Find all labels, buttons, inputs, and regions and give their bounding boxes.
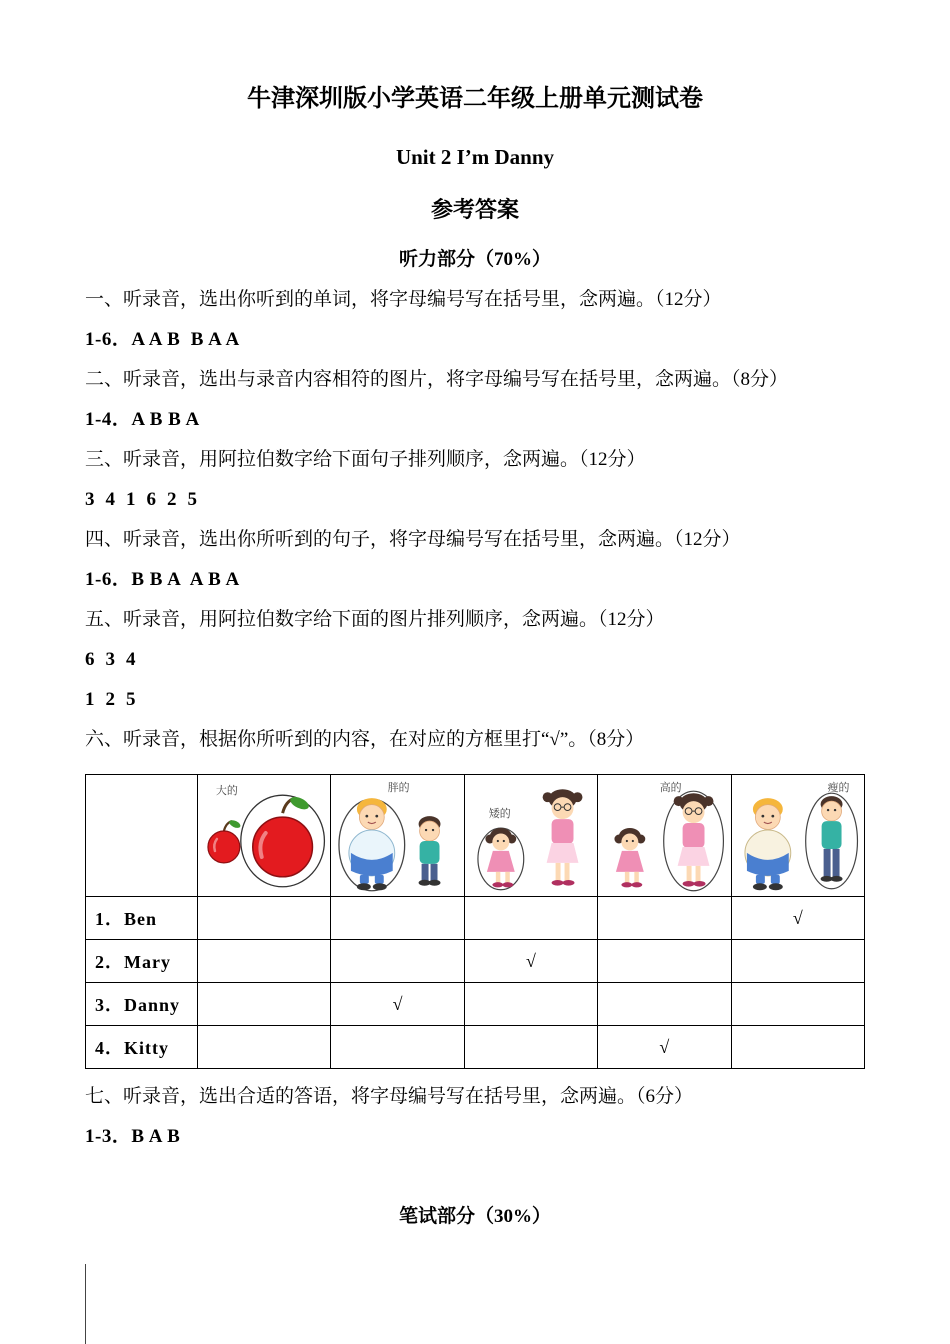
question-4: 四、听录音，选出你所听到的句子，将字母编号写在括号里，念两遍。（12分） [85,529,741,550]
check-cell [731,940,864,983]
fat-boy-image [331,778,463,894]
short-girl-image [465,778,597,894]
check-cell: √ [464,940,597,983]
question-6: 六、听录音，根据你所听到的内容，在对应的方框里打“√”。（8分） [85,729,645,750]
col-thin-cell [731,775,864,897]
label-big: 大的 [215,784,238,797]
answer-7: 1-3．B A B [85,1126,181,1147]
answer-4: 1-6．B B A A B A [85,569,240,590]
label-short: 矮的 [488,807,511,820]
check-cell [331,897,464,940]
label-thin: 瘦的 [827,781,850,794]
row-label: 1．Ben [86,897,198,940]
thin-boy-image [732,778,864,894]
check-cell: √ [598,1026,731,1069]
listening-check-table [85,774,865,1069]
col-fat-cell [331,775,464,897]
check-cell [464,897,597,940]
page-edge-artifact [85,1264,86,1344]
answer-1: 1-6．A A B B A A [85,329,240,350]
question-1: 一、听录音，选出你听到的单词，将字母编号写在括号里，念两遍。（12分） [85,289,722,310]
check-cell [198,897,331,940]
col-short-cell [464,775,597,897]
check-cell [198,940,331,983]
tall-girl-image [598,778,730,894]
answers-heading: 参考答案 [430,197,519,222]
question-5: 五、听录音，用阿拉伯数字给下面的图片排列顺序，念两遍。（12分） [85,609,665,630]
check-cell: √ [731,897,864,940]
check-cell [731,983,864,1026]
check-cell [598,983,731,1026]
check-cell [464,983,597,1026]
row-label: 3．Danny [86,983,198,1026]
check-cell [198,1026,331,1069]
row-label: 4．Kitty [86,1026,198,1069]
col-big-cell [198,775,331,897]
big-apple-image [198,778,330,894]
label-tall: 高的 [659,781,682,794]
answer-2: 1-4．A B B A [85,409,200,430]
check-cell [198,983,331,1026]
check-cell [464,1026,597,1069]
table-row-danny [86,983,865,1026]
written-section-heading: 笔试部分（30%） [398,1206,551,1227]
label-fat: 胖的 [388,781,411,794]
check-cell [731,1026,864,1069]
question-3: 三、听录音，用阿拉伯数字给下面句子排列顺序，念两遍。（12分） [85,449,646,470]
question-7: 七、听录音，选出合适的答语，将字母编号写在括号里，念两遍。（6分） [85,1086,694,1107]
check-cell [331,940,464,983]
check-cell: √ [331,983,464,1026]
doc-title: 牛津深圳版小学英语二年级上册单元测试卷 [247,86,703,112]
table-corner-cell [86,775,198,897]
col-tall-cell [598,775,731,897]
table-row-mary [86,940,865,983]
table-row-kitty [86,1026,865,1069]
check-cell [598,940,731,983]
answer-3: 3 4 1 6 2 5 [85,489,198,510]
table-row-ben [86,897,865,940]
row-label: 2．Mary [86,940,198,983]
doc-subtitle: Unit 2 I’m Danny [395,145,555,169]
table-header-row [86,775,865,897]
check-cell [598,897,731,940]
check-cell [331,1026,464,1069]
listening-section-heading: 听力部分（70%） [398,249,551,270]
question-2: 二、听录音，选出与录音内容相符的图片，将字母编号写在括号里，念两遍。（8分） [85,369,789,390]
answer-5-line1: 6 3 4 [85,649,136,670]
answer-5-line2: 1 2 5 [85,689,136,710]
